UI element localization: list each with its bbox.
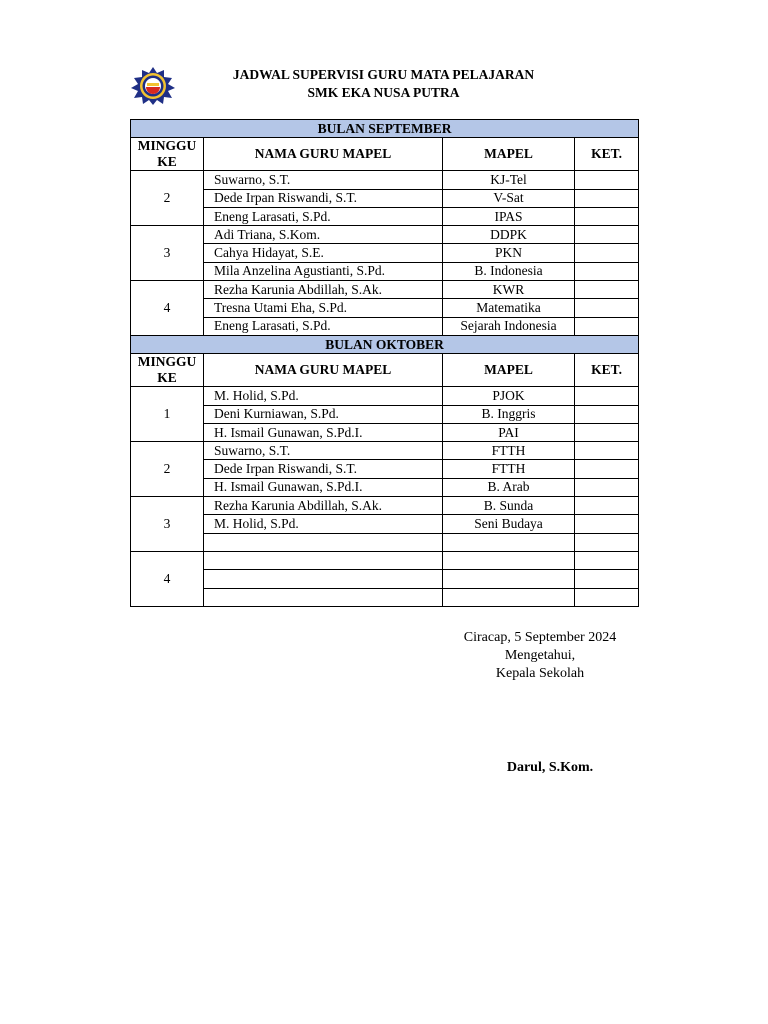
subject: B. Arab <box>443 478 575 496</box>
teacher-name: Dede Irpan Riswandi, S.T. <box>204 189 443 207</box>
note-cell <box>575 533 639 551</box>
subject: Sejarah Indonesia <box>443 317 575 335</box>
teacher-name: Cahya Hidayat, S.E. <box>204 244 443 262</box>
subject: Seni Budaya <box>443 515 575 533</box>
table-row <box>131 226 639 244</box>
subject <box>443 551 575 569</box>
teacher-name <box>204 570 443 588</box>
week-number: 1 <box>131 387 204 442</box>
table-row <box>131 442 639 460</box>
col-name-header: NAMA GURU MAPEL <box>204 138 443 171</box>
week-number: 4 <box>131 551 204 606</box>
week-number: 3 <box>131 497 204 552</box>
note-cell <box>575 551 639 569</box>
note-cell <box>575 317 639 335</box>
note-cell <box>575 299 639 317</box>
table-row <box>131 515 639 533</box>
teacher-name: Eneng Larasati, S.Pd. <box>204 317 443 335</box>
teacher-name: Rezha Karunia Abdillah, S.Ak. <box>204 497 443 515</box>
teacher-name: M. Holid, S.Pd. <box>204 515 443 533</box>
note-cell <box>575 442 639 460</box>
table-row <box>131 262 639 280</box>
teacher-name <box>204 533 443 551</box>
subject: FTTH <box>443 460 575 478</box>
teacher-name: Adi Triana, S.Kom. <box>204 226 443 244</box>
teacher-name <box>204 551 443 569</box>
signature-acknowledged: Mengetahui, <box>504 648 576 663</box>
subject: FTTH <box>443 442 575 460</box>
teacher-name: H. Ismail Gunawan, S.Pd.I. <box>204 423 443 441</box>
school-name: SMK EKA NUSA PUTRA <box>307 85 460 100</box>
week-number: 2 <box>131 171 204 226</box>
teacher-name: H. Ismail Gunawan, S.Pd.I. <box>204 478 443 496</box>
week-number: 2 <box>131 442 204 497</box>
subject: PKN <box>443 244 575 262</box>
table-row <box>131 497 639 515</box>
month-label: BULAN SEPTEMBER <box>131 120 639 138</box>
col-subject-header: MAPEL <box>443 138 575 171</box>
table-row <box>131 171 639 189</box>
subject <box>443 588 575 606</box>
signature-name: Darul, S.Kom. <box>506 760 594 775</box>
table-row <box>131 207 639 225</box>
subject: PJOK <box>443 387 575 405</box>
subject: B. Sunda <box>443 497 575 515</box>
teacher-name <box>204 588 443 606</box>
column-header-row <box>131 138 639 171</box>
subject: B. Inggris <box>443 405 575 423</box>
note-cell <box>575 588 639 606</box>
table-row <box>131 317 639 335</box>
subject: V-Sat <box>443 189 575 207</box>
teacher-name: Eneng Larasati, S.Pd. <box>204 207 443 225</box>
note-cell <box>575 171 639 189</box>
month-label: BULAN OKTOBER <box>131 335 639 353</box>
table-row <box>131 244 639 262</box>
note-cell <box>575 281 639 299</box>
teacher-name: Suwarno, S.T. <box>204 171 443 189</box>
subject: KWR <box>443 281 575 299</box>
teacher-name: Tresna Utami Eha, S.Pd. <box>204 299 443 317</box>
subject: Matematika <box>443 299 575 317</box>
note-cell <box>575 515 639 533</box>
document-title: JADWAL SUPERVISI GURU MATA PELAJARAN <box>232 67 535 82</box>
teacher-name: Mila Anzelina Agustianti, S.Pd. <box>204 262 443 280</box>
subject <box>443 570 575 588</box>
teacher-name: M. Holid, S.Pd. <box>204 387 443 405</box>
week-number: 4 <box>131 281 204 336</box>
teacher-name: Deni Kurniawan, S.Pd. <box>204 405 443 423</box>
table-row <box>131 387 639 405</box>
subject <box>443 533 575 551</box>
note-cell <box>575 226 639 244</box>
table-row <box>131 299 639 317</box>
subject: DDPK <box>443 226 575 244</box>
note-cell <box>575 244 639 262</box>
week-number: 3 <box>131 226 204 281</box>
col-note-header: KET. <box>575 354 639 387</box>
table-row <box>131 533 639 551</box>
subject: KJ-Tel <box>443 171 575 189</box>
teacher-name: Rezha Karunia Abdillah, S.Ak. <box>204 281 443 299</box>
note-cell <box>575 570 639 588</box>
table-row <box>131 588 639 606</box>
month-header-row <box>131 335 639 353</box>
subject: B. Indonesia <box>443 262 575 280</box>
note-cell <box>575 423 639 441</box>
note-cell <box>575 497 639 515</box>
table-row <box>131 551 639 569</box>
col-name-header: NAMA GURU MAPEL <box>204 354 443 387</box>
note-cell <box>575 405 639 423</box>
subject: PAI <box>443 423 575 441</box>
col-week-header: MINGGU KE <box>131 354 204 387</box>
note-cell <box>575 478 639 496</box>
table-row <box>131 423 639 441</box>
teacher-name: Suwarno, S.T. <box>204 442 443 460</box>
table-row <box>131 405 639 423</box>
table-row <box>131 570 639 588</box>
note-cell <box>575 262 639 280</box>
col-note-header: KET. <box>575 138 639 171</box>
table-row <box>131 281 639 299</box>
note-cell <box>575 460 639 478</box>
note-cell <box>575 387 639 405</box>
subject: IPAS <box>443 207 575 225</box>
table-row <box>131 460 639 478</box>
col-week-header: MINGGU KE <box>131 138 204 171</box>
note-cell <box>575 207 639 225</box>
signature-role: Kepala Sekolah <box>495 666 585 681</box>
month-header-row <box>131 120 639 138</box>
table-row <box>131 478 639 496</box>
signature-place-date: Ciracap, 5 September 2024 <box>463 630 617 645</box>
column-header-row <box>131 354 639 387</box>
note-cell <box>575 189 639 207</box>
supervision-schedule-table <box>130 119 639 607</box>
col-subject-header: MAPEL <box>443 354 575 387</box>
teacher-name: Dede Irpan Riswandi, S.T. <box>204 460 443 478</box>
table-row <box>131 189 639 207</box>
